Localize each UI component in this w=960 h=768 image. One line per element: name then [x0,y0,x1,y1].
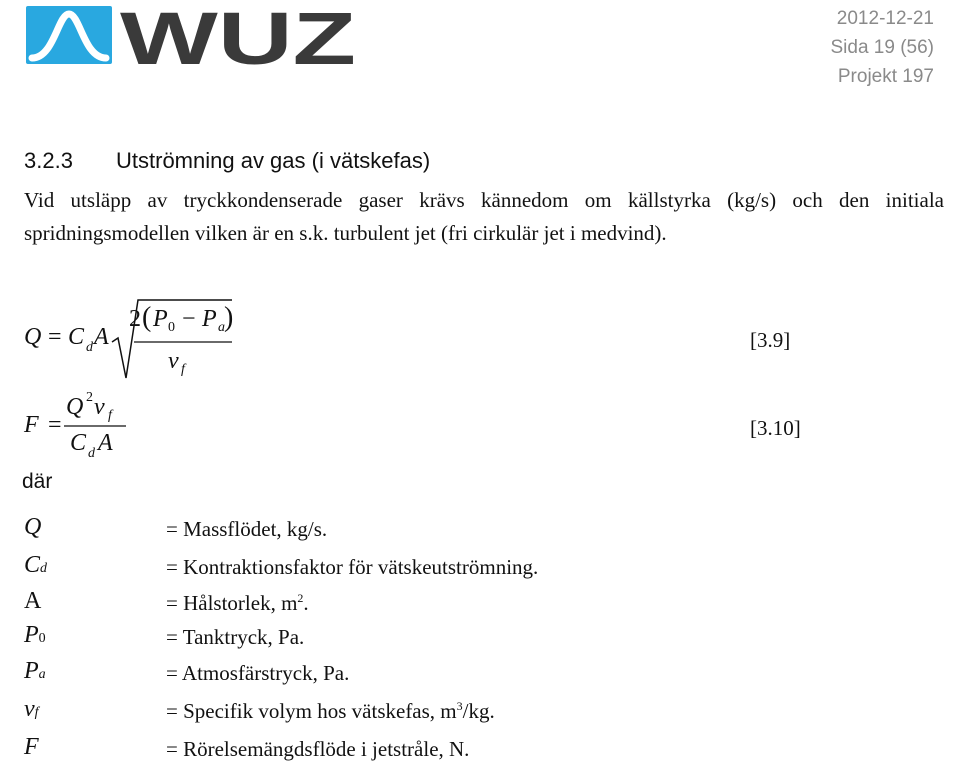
definition-row [24,552,944,586]
eq1-c: C [68,324,85,350]
eq1-c-sub: d [86,340,93,355]
def-description: = Tanktryck, Pa. [166,625,305,649]
eq1-p0: P [153,306,168,332]
where-label: där [22,470,53,493]
definition-row [24,734,944,768]
def-symbol: Pa [24,658,46,684]
definition-row [24,514,944,548]
eq2-fraction-bar [64,424,126,428]
def-symbol: vf [24,696,39,722]
eq2-a: A [98,430,113,456]
definition-row [24,622,944,656]
eq1-a: A [94,324,109,350]
def-description: = Rörelsemängdsflöde i jetstråle, N. [166,737,470,761]
eq1-pa-sub: a [218,320,225,335]
eq1-p0-sub: 0 [168,320,175,335]
header-meta [830,4,934,91]
wuz-logo [24,4,362,76]
eq2-equals: = [48,412,62,438]
header-page: Sida 19 (56) [830,37,934,58]
header-date: 2012-12-21 [836,8,934,29]
eq1-pa: P [202,306,217,332]
def-symbol: F [24,734,39,760]
eq1-lparen: ( [142,302,152,333]
section-title: Utströmning av gas (i vätskefas) [116,148,431,173]
def-description: = Massflödet, kg/s. [166,517,328,541]
eq2-v-sub: f [108,408,112,423]
eq2-number: [3.10] [750,416,801,440]
eq2-c-sub: d [88,446,95,461]
logo-wordmark [120,4,356,76]
eq2-c: C [70,430,87,456]
section-number: 3.2.3 [24,148,73,173]
logo-mark [26,6,112,64]
eq1-v: v [168,348,179,374]
eq1-v-sub: f [181,362,185,377]
eq1-number: [3.9] [750,328,791,352]
def-symbol: P0 [24,622,46,648]
def-description: = Kontraktionsfaktor för vätskeutströmning. [166,555,539,579]
def-description: = Hålstorlek, $m^2$. [166,591,309,615]
def-description: = Atmosfärstryck, Pa. [166,661,350,685]
section-heading [24,148,430,174]
def-symbol: Cd [24,552,48,578]
def-symbol: A [24,588,42,614]
eq2-lhs: F [24,412,39,438]
logo-text: WUZ [120,4,356,76]
eq1-rparen: ) [224,302,234,333]
body-paragraph: Vid utsläpp av tryckkondenserade gaser krävs kännedom om källstyrka (kg/s) och den initiala spridningsmodellen vilken är en s.k. turbulent jet (fri cirkulär jet i medvind). [24,188,944,245]
equation-3-9 [24,298,944,384]
eq1-equals: = [48,324,62,350]
eq2-v: v [94,394,105,420]
eq1-lhs: Q [24,324,42,350]
eq1-two: 2 [129,306,141,332]
def-symbol: Q [24,514,42,540]
header-project: Projekt 197 [837,66,934,87]
eq1-minus: − [182,306,196,332]
eq2-q-sup: 2 [86,390,93,405]
definition-row [24,588,944,622]
eq2-q: Q [66,394,84,420]
equation-3-10 [24,388,944,464]
definition-row [24,658,944,692]
def-description: = Specifik volym hos vätskefas, $m^3/kg$. [166,699,495,723]
definition-row [24,696,944,730]
